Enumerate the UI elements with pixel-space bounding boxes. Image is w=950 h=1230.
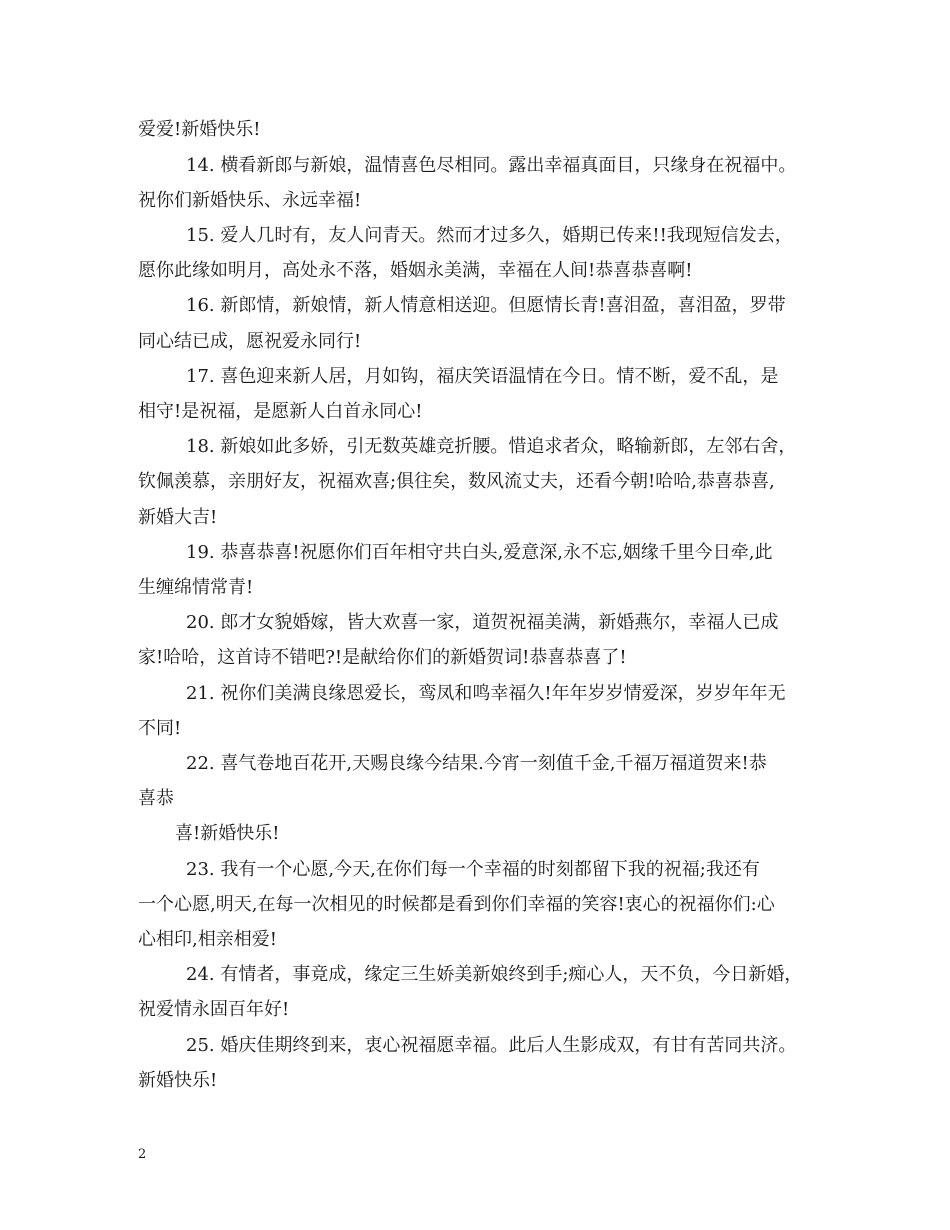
text-line: 祝你们新婚快乐、永远幸福! — [138, 190, 362, 211]
text-line: 生缠绵情常青! — [138, 577, 254, 598]
text-line: 祝爱情永固百年好! — [138, 999, 290, 1020]
text-line: 一个心愿,明天,在每一次相见的时候都是看到你们幸福的笑容!衷心的祝福你们:心 — [138, 894, 775, 915]
text-line: 新婚快乐! — [138, 1070, 218, 1091]
text-line: 24. 有情者，事竟成，缘定三生娇美新娘终到手;痴心人，天不负，今日新婚， — [186, 964, 803, 985]
text-line: 25. 婚庆佳期终到来，衷心祝福愿幸福。此后人生影成双，有甘有苦同共济。 — [186, 1035, 797, 1056]
text-line: 18. 新娘如此多娇，引无数英雄竞折腰。惜追求者众，略输新郎，左邻右舍， — [186, 436, 797, 457]
text-line: 愿你此缘如明月，高处永不落，婚姻永美满，幸福在人间!恭喜恭喜啊! — [138, 260, 693, 281]
text-line: 14. 横看新郎与新娘，温情喜色尽相同。露出幸福真面目，只缘身在祝福中。 — [186, 155, 797, 176]
text-line: 喜!新婚快乐! — [175, 823, 280, 844]
text-line: 心相印,相亲相爱! — [138, 929, 277, 950]
text-line: 家!哈哈，这首诗不错吧?!是献给你们的新婚贺词!恭喜恭喜了! — [138, 647, 627, 668]
text-line: 17. 喜色迎来新人居，月如钩，福庆笑语温情在今日。情不断，爱不乱，是 — [186, 366, 779, 387]
text-line: 22. 喜气卷地百花开,天赐良缘今结果.今宵一刻值千金,千福万福道贺来!恭 — [186, 753, 767, 774]
text-line: 21. 祝你们美满良缘恩爱长，鸾凤和鸣幸福久!年年岁岁情爱深，岁岁年年无 — [186, 683, 786, 704]
text-line: 19. 恭喜恭喜!祝愿你们百年相守共白头,爱意深,永不忘,姻缘千里今日牵,此 — [186, 542, 773, 563]
text-line: 同心结已成，愿祝爱永同行! — [138, 331, 362, 352]
text-line: 15. 爱人几时有，友人问青天。然而才过多久，婚期已传来!!我现短信发去， — [186, 225, 793, 246]
text-line: 23. 我有一个心愿,今天,在你们每一个幸福的时刻都留下我的祝福;我还有 — [186, 859, 760, 880]
page-number: 2 — [138, 1147, 147, 1162]
text-line: 喜恭 — [138, 788, 174, 809]
text-line: 新婚大吉! — [138, 507, 218, 528]
text-line: 不同! — [138, 718, 182, 739]
text-line: 相守!是祝福，是愿新人白首永同心! — [138, 401, 423, 422]
text-line: 16. 新郎情，新娘情，新人情意相送迎。但愿情长青!喜泪盈，喜泪盈，罗带 — [186, 295, 786, 316]
text-line: 20. 郎才女貌婚嫁，皆大欢喜一家，道贺祝福美满，新婚燕尔，幸福人已成 — [186, 612, 779, 633]
text-line: 钦佩羡慕，亲朋好友，祝福欢喜;俱往矣，数风流丈夫，还看今朝!哈哈,恭喜恭喜, — [138, 471, 775, 492]
text-line: 爱爱!新婚快乐! — [138, 119, 261, 140]
